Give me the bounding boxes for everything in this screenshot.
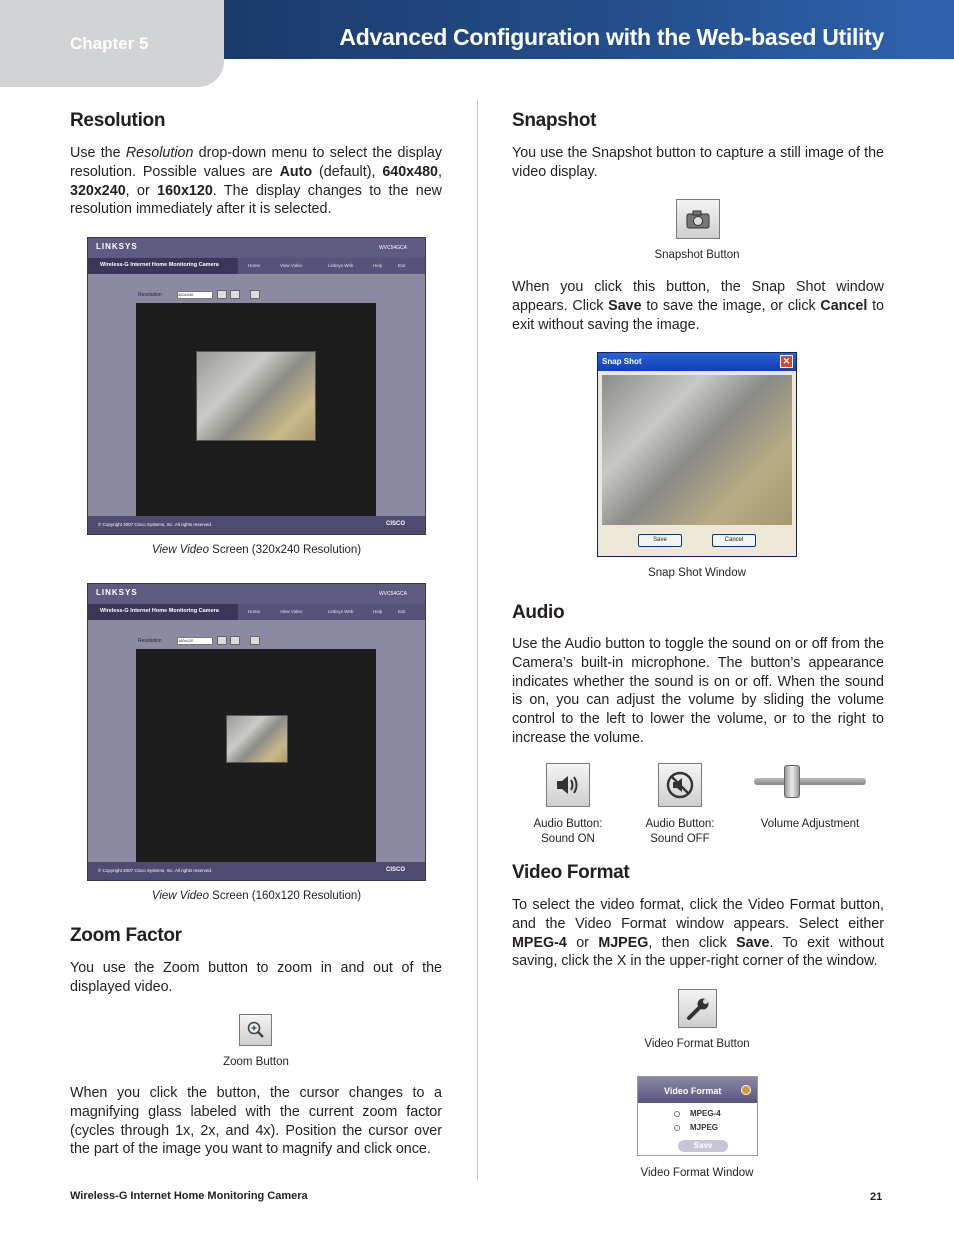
menu-linksys-web: Linksys Web xyxy=(328,609,354,614)
video-format-save-button: Save xyxy=(678,1140,728,1152)
menu-linksys-web: Linksys Web xyxy=(328,263,354,268)
zoom-heading: Zoom Factor xyxy=(70,925,182,946)
resolution-label: Resolution xyxy=(138,291,162,298)
volume-thumb xyxy=(784,765,800,798)
mpeg4-option: MPEG-4 xyxy=(690,1109,721,1118)
resolution-heading: Resolution xyxy=(70,110,166,131)
view-video-screenshot-320 xyxy=(87,237,426,535)
menu-exit: Exit xyxy=(398,609,406,614)
close-icon xyxy=(741,1085,751,1095)
resolution-select: 160x120 xyxy=(177,637,213,645)
snap-cancel-button: Cancel xyxy=(712,534,756,547)
mjpeg-radio xyxy=(674,1125,680,1131)
copyright: © Copyright 2007 Cisco Systems, Inc. All rights reserved. xyxy=(98,522,213,527)
video-toolbar xyxy=(138,636,260,645)
zoom-icon xyxy=(239,1014,272,1046)
snap-shot-window-caption: Snap Shot Window xyxy=(648,567,746,579)
camera-icon xyxy=(676,199,720,239)
video-toolbar xyxy=(138,290,260,299)
sound-on-caption: Audio Button: Sound ON xyxy=(533,818,603,845)
video-image xyxy=(196,351,316,441)
snapshot-paragraph-2: When you click this button, the Snap Shot window appears. Click Save to save the image, or click Cancel to exit without saving the image. xyxy=(512,279,884,333)
title-bar xyxy=(224,0,954,59)
audio-heading: Audio xyxy=(512,602,565,623)
volume-track xyxy=(754,778,866,785)
video-format-icon xyxy=(250,290,260,299)
video-format-icon xyxy=(250,636,260,645)
video-format-window xyxy=(637,1076,758,1156)
snapshot-button-caption: Snapshot Button xyxy=(654,249,740,261)
screenshot-320-caption: View Video Screen (320x240 Resolution) xyxy=(151,544,362,556)
wrench-icon xyxy=(678,989,717,1028)
screenshot-160-caption: View Video Screen (160x120 Resolution) xyxy=(151,890,362,902)
close-icon: ✕ xyxy=(780,355,793,368)
snapshot-paragraph-1: You use the Snapshot button to capture a still image of the video display. xyxy=(512,145,884,180)
column-divider xyxy=(477,100,478,1180)
linksys-banner xyxy=(88,584,425,604)
linksys-logo: LINKSYS xyxy=(96,588,138,597)
nav-title: Wireless-G Internet Home Monitoring Camera xyxy=(100,262,219,268)
volume-caption: Volume Adjustment xyxy=(760,818,860,830)
snap-shot-title: Snap Shot xyxy=(602,357,642,366)
menu-exit: Exit xyxy=(398,263,406,268)
snapshot-heading: Snapshot xyxy=(512,110,597,131)
footer-product: Wireless-G Internet Home Monitoring Camera xyxy=(70,1190,308,1202)
zoom-paragraph-1: You use the Zoom button to zoom in and out of the displayed video. xyxy=(70,960,442,995)
nav-menu xyxy=(238,604,425,620)
video-format-heading: Video Format xyxy=(512,862,630,883)
menu-home: Home xyxy=(248,263,261,268)
zoom-icon xyxy=(217,636,227,645)
video-format-paragraph: To select the video format, click the Video Format button, and the Video Format window appears. Select either MPEG-4 or MJPEG, then click Save. To exit without saving, click the X in the upper-right corner of the window. xyxy=(512,897,884,970)
menu-home: Home xyxy=(248,609,261,614)
snapshot-image xyxy=(602,375,792,525)
snap-shot-titlebar xyxy=(598,353,796,371)
snap-shot-window xyxy=(597,352,797,557)
snapshot-icon xyxy=(230,636,240,645)
screenshot-footer xyxy=(88,862,425,880)
page-number: 21 xyxy=(870,1191,883,1203)
menu-help: Help xyxy=(373,263,383,268)
video-format-window-caption: Video Format Window xyxy=(640,1167,754,1179)
video-display xyxy=(136,649,376,862)
cisco-logo: CISCO xyxy=(385,521,405,527)
volume-slider xyxy=(754,764,866,800)
copyright: © Copyright 2007 Cisco Systems, Inc. All rights reserved. xyxy=(98,868,213,873)
zoom-button-caption: Zoom Button xyxy=(223,1056,289,1068)
view-video-screenshot-160 xyxy=(87,583,426,881)
linksys-logo: LINKSYS xyxy=(96,242,138,251)
video-image xyxy=(226,715,288,763)
menu-view-video: View Video xyxy=(280,263,303,268)
cisco-logo: CISCO xyxy=(385,867,405,873)
mjpeg-option: MJPEG xyxy=(690,1123,719,1132)
resolution-paragraph: Use the Resolution drop-down menu to select the display resolution. Possible values are Auto (default), 640x480, 320x240, or 160x120. The display changes to the new resolution immediately after it is selected. xyxy=(70,145,442,218)
audio-paragraph: Use the Audio button to toggle the sound on or off from the Camera’s built-in microphone. The button’s appearance indicates whether the sound is on or off. When the sound is on, you can adjust the volume by sliding the volume control to the left to lower the volume, or to the right to increase the volume. xyxy=(512,636,884,746)
linksys-banner xyxy=(88,238,425,258)
sound-on-icon xyxy=(546,763,590,807)
sound-off-icon xyxy=(658,763,702,807)
resolution-label: Resolution xyxy=(138,637,162,644)
nav-title: Wireless-G Internet Home Monitoring Camera xyxy=(100,608,219,614)
video-format-button-caption: Video Format Button xyxy=(644,1038,750,1050)
mpeg4-radio xyxy=(674,1111,680,1117)
video-format-title: Video Format xyxy=(664,1086,722,1096)
snap-save-button: Save xyxy=(638,534,682,547)
sound-off-caption: Audio Button: Sound OFF xyxy=(645,818,715,845)
model-number: WVC54GCA xyxy=(378,591,407,597)
zoom-paragraph-2: When you click the button, the cursor changes to a magnifying glass labeled with the current zoom factor (cycles through 1x, 2x, and 4x). Position the cursor over the part of the image you want to magnify and click once. xyxy=(70,1085,442,1158)
snapshot-icon xyxy=(230,290,240,299)
resolution-select: 320x240 xyxy=(177,291,213,299)
model-number: WVC54GCA xyxy=(378,245,407,251)
video-display xyxy=(136,303,376,516)
menu-help: Help xyxy=(373,609,383,614)
screenshot-footer xyxy=(88,516,425,534)
chapter-tab xyxy=(0,0,224,87)
video-format-titlebar xyxy=(638,1077,757,1103)
chapter-label: Chapter 5 xyxy=(70,34,149,53)
zoom-icon xyxy=(217,290,227,299)
page-title: Advanced Configuration with the Web-based Utility xyxy=(339,24,884,50)
nav-menu xyxy=(238,258,425,274)
menu-view-video: View Video xyxy=(280,609,303,614)
